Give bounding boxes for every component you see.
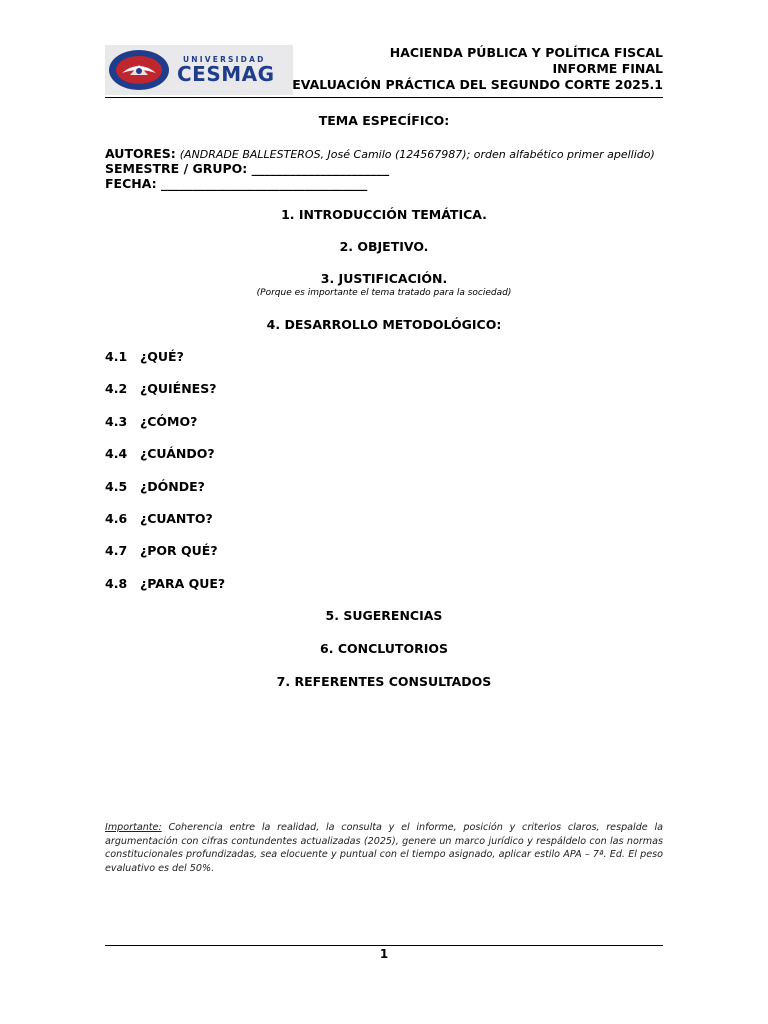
justificacion-note: (Porque es importante el tema tratado para la sociedad) xyxy=(256,288,512,298)
logo-name: CESMAG xyxy=(177,62,275,86)
autores-line xyxy=(105,146,655,161)
list-item: 4.7 ¿POR QUÉ? xyxy=(105,543,218,558)
header-course: HACIENDA PÚBLICA Y POLÍTICA FISCAL xyxy=(389,45,663,60)
section-sugerencias: 5. SUGERENCIAS xyxy=(325,608,443,623)
section-objetivo: 2. OBJETIVO. xyxy=(339,239,429,254)
university-logo xyxy=(105,45,293,95)
page-number: 1 xyxy=(379,947,389,961)
header-report: INFORME FINAL xyxy=(552,61,663,76)
list-item: 4.6 ¿CUANTO? xyxy=(105,511,213,526)
section-desarrollo: 4. DESARROLLO METODOLÓGICO: xyxy=(266,317,502,332)
list-item: 4.1 ¿QUÉ? xyxy=(105,349,184,364)
list-item: 4.2 ¿QUIÉNES? xyxy=(105,381,217,396)
important-label: Importante: xyxy=(105,822,162,833)
page-header xyxy=(105,45,663,98)
section-conclutorios: 6. CONCLUTORIOS xyxy=(320,641,448,656)
important-text: Coherencia entre la realidad, la consulta y el informe, posición y criterios claros, respalde la argumentación con cifras contundentes actualizadas (2025), genere un marco jurídico y respáldelo con las normas constitucionales profundizadas, sea elocuente y puntual con el tiempo asignado, aplicar estilo APA – 7ª. Ed. El peso evaluativo es del 50%. xyxy=(105,822,663,874)
autores-value: (ANDRADE BALLESTEROS, José Camilo (124567987); orden alfabético primer apellido) xyxy=(179,148,655,161)
list-item: 4.3 ¿CÓMO? xyxy=(105,414,198,429)
logo-university-text: UNIVERSIDAD xyxy=(183,55,266,64)
section-introduccion: 1. INTRODUCCIÓN TEMÁTICA. xyxy=(281,207,487,222)
section-referentes: 7. REFERENTES CONSULTADOS xyxy=(276,674,492,689)
fecha-line: FECHA: _________________________________ xyxy=(105,176,368,191)
list-item: 4.5 ¿DÓNDE? xyxy=(105,479,205,494)
footer-divider xyxy=(105,945,663,946)
autores-label: AUTORES: xyxy=(105,146,176,161)
header-evaluation: EVALUACIÓN PRÁCTICA DEL SEGUNDO CORTE 2025.1 xyxy=(292,77,663,92)
list-item: 4.8 ¿PARA QUE? xyxy=(105,576,226,591)
section-justificacion: 3. JUSTIFICACIÓN. xyxy=(320,271,448,286)
semestre-grupo-line: SEMESTRE / GRUPO: ______________________ xyxy=(105,161,390,176)
list-item: 4.4 ¿CUÁNDO? xyxy=(105,446,215,461)
important-note xyxy=(105,821,663,875)
tema-especifico: TEMA ESPECÍFICO: xyxy=(318,113,450,128)
header-titles xyxy=(292,45,663,93)
university-seal-icon xyxy=(108,49,170,91)
